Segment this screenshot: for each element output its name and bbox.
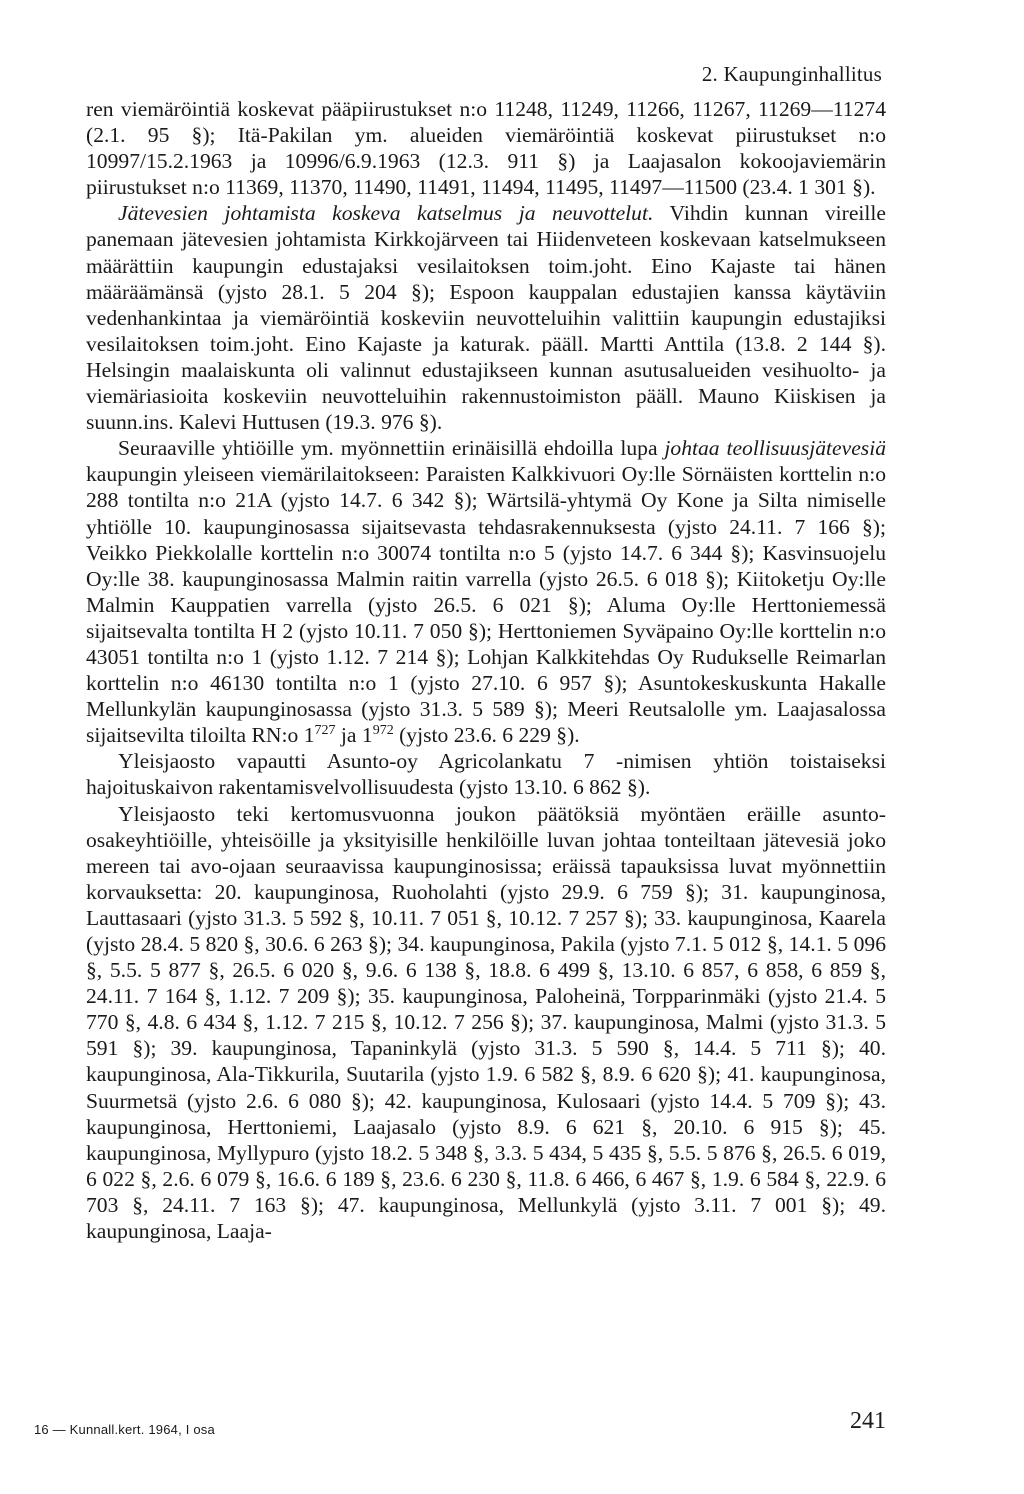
paragraph-text: kaupungin yleiseen viemärilaitokseen: Paraisten Kalkkivuori Oy:lle Sörnäisten korttelin n:o 288 tontilta n:o 21A (yjsto 14.7. 6 342 §); Wärtsilä-yhtymä Oy Kone ja Silta nimiselle yhtiölle 10. kaupunginosassa sijaitsevasta tehdasrakennuksesta (yjsto 24.11. 7 166 §); Veikko Piekkolalle korttelin n:o 30074 tontilta n:o 5 (yjsto 14.7. 6 344 §); Kasvinsuojelu Oy:lle 38. kaupunginosassa Malmin raitin varrella (yjsto 26.5. 6 018 §); Kiitoketju Oy:lle Malmin Kauppatien varrella (yjsto 26.5. 6 021 §); Aluma Oy:lle Herttoniemessä sijaitsevalta tontilta H 2 (yjsto 10.11. 7 050 §); Herttoniemen Syväpaino Oy:lle korttelin n:o 43051 tontilta n:o 1 (yjsto 1.12. 7 214 §); Lohjan Kalkkitehdas Oy Rudukselle Reimarlan korttelin n:o 46130 tontilta n:o 1 (yjsto 27.10. 6 957 §); Asuntokeskuskunta Hakalle Mellunkylän kaupunginosassa (yjsto 31.3. 5 589 §); Meeri Reutsalolle ym. Laajasalossa sijaitsevilta tiloilta RN:o 1 <box>86 462 886 748</box>
paragraph-inspection-negotiations <box>86 200 886 435</box>
superscript: 727 <box>314 723 336 739</box>
paragraph-text: Seuraaville yhtiöille ym. myönnettiin erinäisillä ehdoilla lupa <box>118 436 665 461</box>
paragraph-exemption: Yleisjaosto vapautti Asunto-oy Agricolankatu 7 -nimisen yhtiön toistaiseksi hajoituskaivon rakentamisvelvollisuudesta (yjsto 13.10. 6 862 §). <box>86 749 886 800</box>
italic-phrase: johtaa teollisuusjätevesiä <box>664 436 886 461</box>
paragraph-discharge-permits: Yleisjaosto teki kertomusvuonna joukon päätöksiä myöntäen eräille asunto-osakeyhtiöille, yhteisöille ja yksityisille henkilöille luvan johtaa tonteiltaan jätevesiä joko mereen tai avo-ojaan seuraavissa kaupunginosissa; eräissä tapauksissa luvat myönnettiin korvauksetta: 20. kaupunginosa, Ruoholahti (yjsto 29.9. 6 759 §); 31. kaupunginosa, Lauttasaari (yjsto 31.3. 5 592 §, 10.11. 7 051 §, 10.12. 7 257 §); 33. kaupunginosa, Kaarela (yjsto 28.4. 5 820 §, 30.6. 6 263 §); 34. kaupunginosa, Pakila (yjsto 7.1. 5 012 §, 14.1. 5 096 §, 5.5. 5 877 §, 26.5. 6 020 §, 9.6. 6 138 §, 18.8. 6 499 §, 13.10. 6 857, 6 858, 6 859 §, 24.11. 7 164 §, 1.12. 7 209 §); 35. kaupunginosa, Paloheinä, Torpparinmäki (yjsto 21.4. 5 770 §, 4.8. 6 434 §, 1.12. 7 215 §, 10.12. 7 256 §); 37. kaupunginosa, Malmi (yjsto 31.3. 5 591 §); 39. kaupunginosa, Tapaninkylä (yjsto 31.3. 5 590 §, 14.4. 5 711 §); 40. kaupunginosa, Ala-Tikkurila, Suutarila (yjsto 1.9. 6 582 §, 8.9. 6 620 §); 41. kaupunginosa, Suurmetsä (yjsto 2.6. 6 080 §); 42. kaupunginosa, Kulosaari (yjsto 14.4. 5 709 §); 43. kaupunginosa, Herttoniemi, Laajasalo (yjsto 8.9. 6 621 §, 20.10. 6 915 §); 45. kaupunginosa, Myllypuro (yjsto 18.2. 5 348 §, 3.3. 5 434, 5 435 §, 5.5. 5 876 §, 26.5. 6 019, 6 022 §, 2.6. 6 079 §, 16.6. 6 189 §, 23.6. 6 230 §, 11.8. 6 466, 6 467 §, 1.9. 6 584 §, 22.9. 6 703 §, 24.11. 7 163 §); 47. kaupunginosa, Mellunkylä (yjsto 3.11. 7 001 §); 49. kaupunginosa, Laaja- <box>86 801 886 1244</box>
running-header: 2. Kaupunginhallitus <box>701 62 882 86</box>
paragraph-sewer-drawings: ren viemäröintiä koskevat pääpiirustukset n:o 11248, 11249, 11266, 11267, 11269—11274 (2.1. 95 §); Itä-Pakilan ym. alueiden viemäröintiä koskevat piirustukset n:o 10997/15.2.1963 ja 10996/6.9.1963 (12.3. 911 §) ja Laajasalon kokoojaviemärin piirustukset n:o 11369, 11370, 11490, 11491, 11494, 11495, 11497—11500 (23.4. 1 301 §). <box>86 97 886 200</box>
page-number: 241 <box>850 1408 886 1434</box>
subheading-italic: Jätevesien johtamista koskeva katselmus ja neuvottelut. <box>118 201 654 226</box>
paragraph-industrial-wastewater <box>86 435 886 748</box>
footer-signature-mark: 16 — Kunnall.kert. 1964, I osa <box>34 1422 215 1437</box>
superscript: 972 <box>372 723 394 739</box>
body-text <box>86 96 886 1244</box>
paragraph-text: (yjsto 23.6. 6 229 §). <box>393 723 580 748</box>
paragraph-text: ja 1 <box>335 723 373 748</box>
paragraph-text: Vihdin kunnan vireille panemaan jätevesien johtamista Kirkkojärveen tai Hiidenveteen koskevaan katselmukseen määrättiin kaupungin edustajaksi vesilaitoksen toim.joht. Eino Kajaste tai hänen määräämänsä (yjsto 28.1. 5 204 §); Espoon kauppalan edustajien kanssa käytäviin vedenhankintaa ja viemäröintiä koskeviin neuvotteluihin valittiin kaupungin edustajiksi vesilaitoksen toim.joht. Eino Kajaste ja katurak. pääll. Martti Anttila (13.8. 2 144 §). Helsingin maalaiskunta oli valinnut edustajikseen kunnan asutusalueiden vesihuolto- ja viemäriasioita koskeviin neuvotteluihin rakennustoimiston pääll. Mauno Kiiskisen ja suunn.ins. Kalevi Huttusen (19.3. 976 §). <box>86 201 886 435</box>
